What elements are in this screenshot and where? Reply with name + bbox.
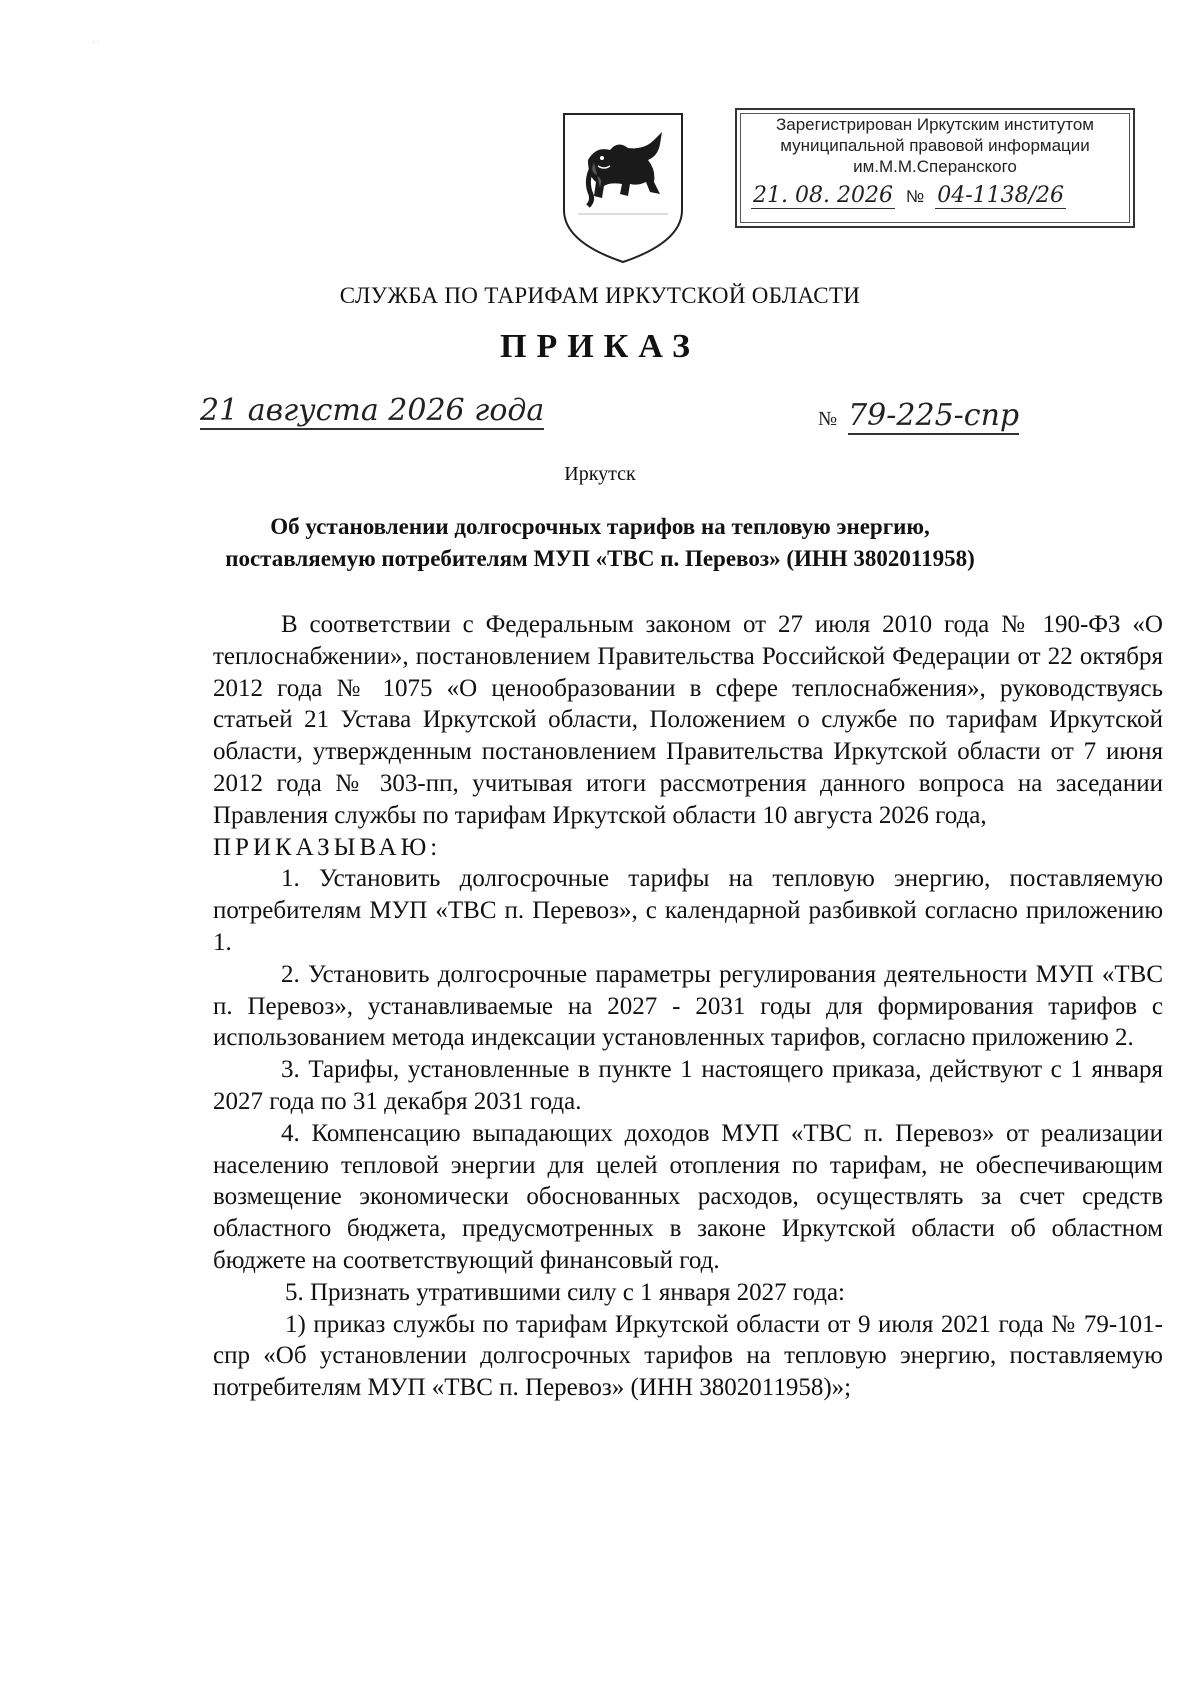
- order-item-1: 1. Установить долгосрочные тарифы на тепловую энергию, поставляемую потребителям МУП «ТВС п. Перевоз», с календарной разбивкой согласно приложению 1.: [213, 865, 1163, 956]
- stamp-reg-number: 04-1138/26: [937, 183, 1065, 208]
- order-item-5: 5. Признать утратившими силу с 1 января 2027 года:: [285, 1278, 845, 1306]
- stamp-line-1: Зарегистрирован Иркутским институтом: [775, 115, 1094, 134]
- subject-line-1: Об установлении долгосрочных тарифов на тепловую энергию,: [270, 514, 930, 539]
- order-date: [200, 393, 544, 428]
- preamble-paragraph: В соответствии с Федеральным законом от 27 июля 2010 года № 190-ФЗ «О теплоснабжении», постановлением Правительства Российской Федерации от 22 октября 2012 года № 1075 «О ценообразовании в сфере теплоснабжения», руководствуясь статьей 21 Устава Иркутской области, Положением о службе по тарифам Иркутской области, утвержденным постановлением Правительства Иркутской области от 7 июня 2012 года № 303-пп, учитывая итоги рассмотрения данного вопроса на заседании Правления службы по тарифам Иркутской области 10 августа 2026 года,: [213, 611, 1163, 829]
- order-item-4: 4. Компенсацию выпадающих доходов МУП «ТВС п. Перевоз» от реализации населению тепловой энергии для целей отопления по тарифам, не обеспечивающим возмещение экономически обоснованных расходов, осуществлять за счет средств областного бюджета, предусмотренных в законе Иркутской области об областном бюджете на соответствующий финансовый год.: [213, 1119, 1163, 1274]
- order-body: [213, 609, 1163, 1404]
- scan-speck: · ·: [92, 38, 100, 47]
- order-date-value: 21 августа 2026 года: [200, 393, 545, 428]
- stamp-registration-row: [745, 185, 1125, 207]
- order-number-value: 79-225-спр: [848, 398, 1020, 433]
- stamp-reg-date: 21. 08. 2026: [753, 183, 893, 208]
- sable-coat-of-arms-icon: [558, 110, 688, 265]
- order-no-sign: №: [818, 408, 838, 430]
- subject-line-2: поставляемую потребителям МУП «ТВС п. Перевоз» (ИНН 3802011958): [225, 546, 975, 571]
- service-name: СЛУЖБА ПО ТАРИФАМ ИРКУТСКОЙ ОБЛАСТИ: [339, 283, 861, 308]
- stamp-no-sign: №: [905, 187, 925, 206]
- document-title: ПРИКАЗ: [500, 328, 700, 365]
- city: Иркутск: [564, 463, 636, 485]
- order-subject: [190, 511, 1010, 575]
- order-number: [818, 398, 1019, 433]
- order-item-5-1: 1) приказ службы по тарифам Иркутской области от 9 июля 2021 года № 79-101-спр «Об установлении долгосрочных тарифов на тепловую энергию, поставляемую потребителям МУП «ТВС п. Перевоз» (ИНН 3802011958)»;: [213, 1310, 1163, 1402]
- registration-stamp: [735, 108, 1135, 228]
- stamp-line-3: им.М.М.Сперанского: [853, 157, 1017, 176]
- decree-word: ПРИКАЗЫВАЮ:: [213, 833, 442, 861]
- stamp-line-2: муниципальной правовой информации: [780, 136, 1090, 155]
- order-item-3: 3. Тарифы, установленные в пункте 1 настоящего приказа, действуют с 1 января 2027 года по 31 декабря 2031 года.: [213, 1056, 1163, 1115]
- order-item-2: 2. Установить долгосрочные параметры регулирования деятельности МУП «ТВС п. Перевоз», устанавливаемые на 2027 - 2031 годы для формирования тарифов с использованием метода индексации установленных тарифов, согласно приложению 2.: [213, 960, 1163, 1052]
